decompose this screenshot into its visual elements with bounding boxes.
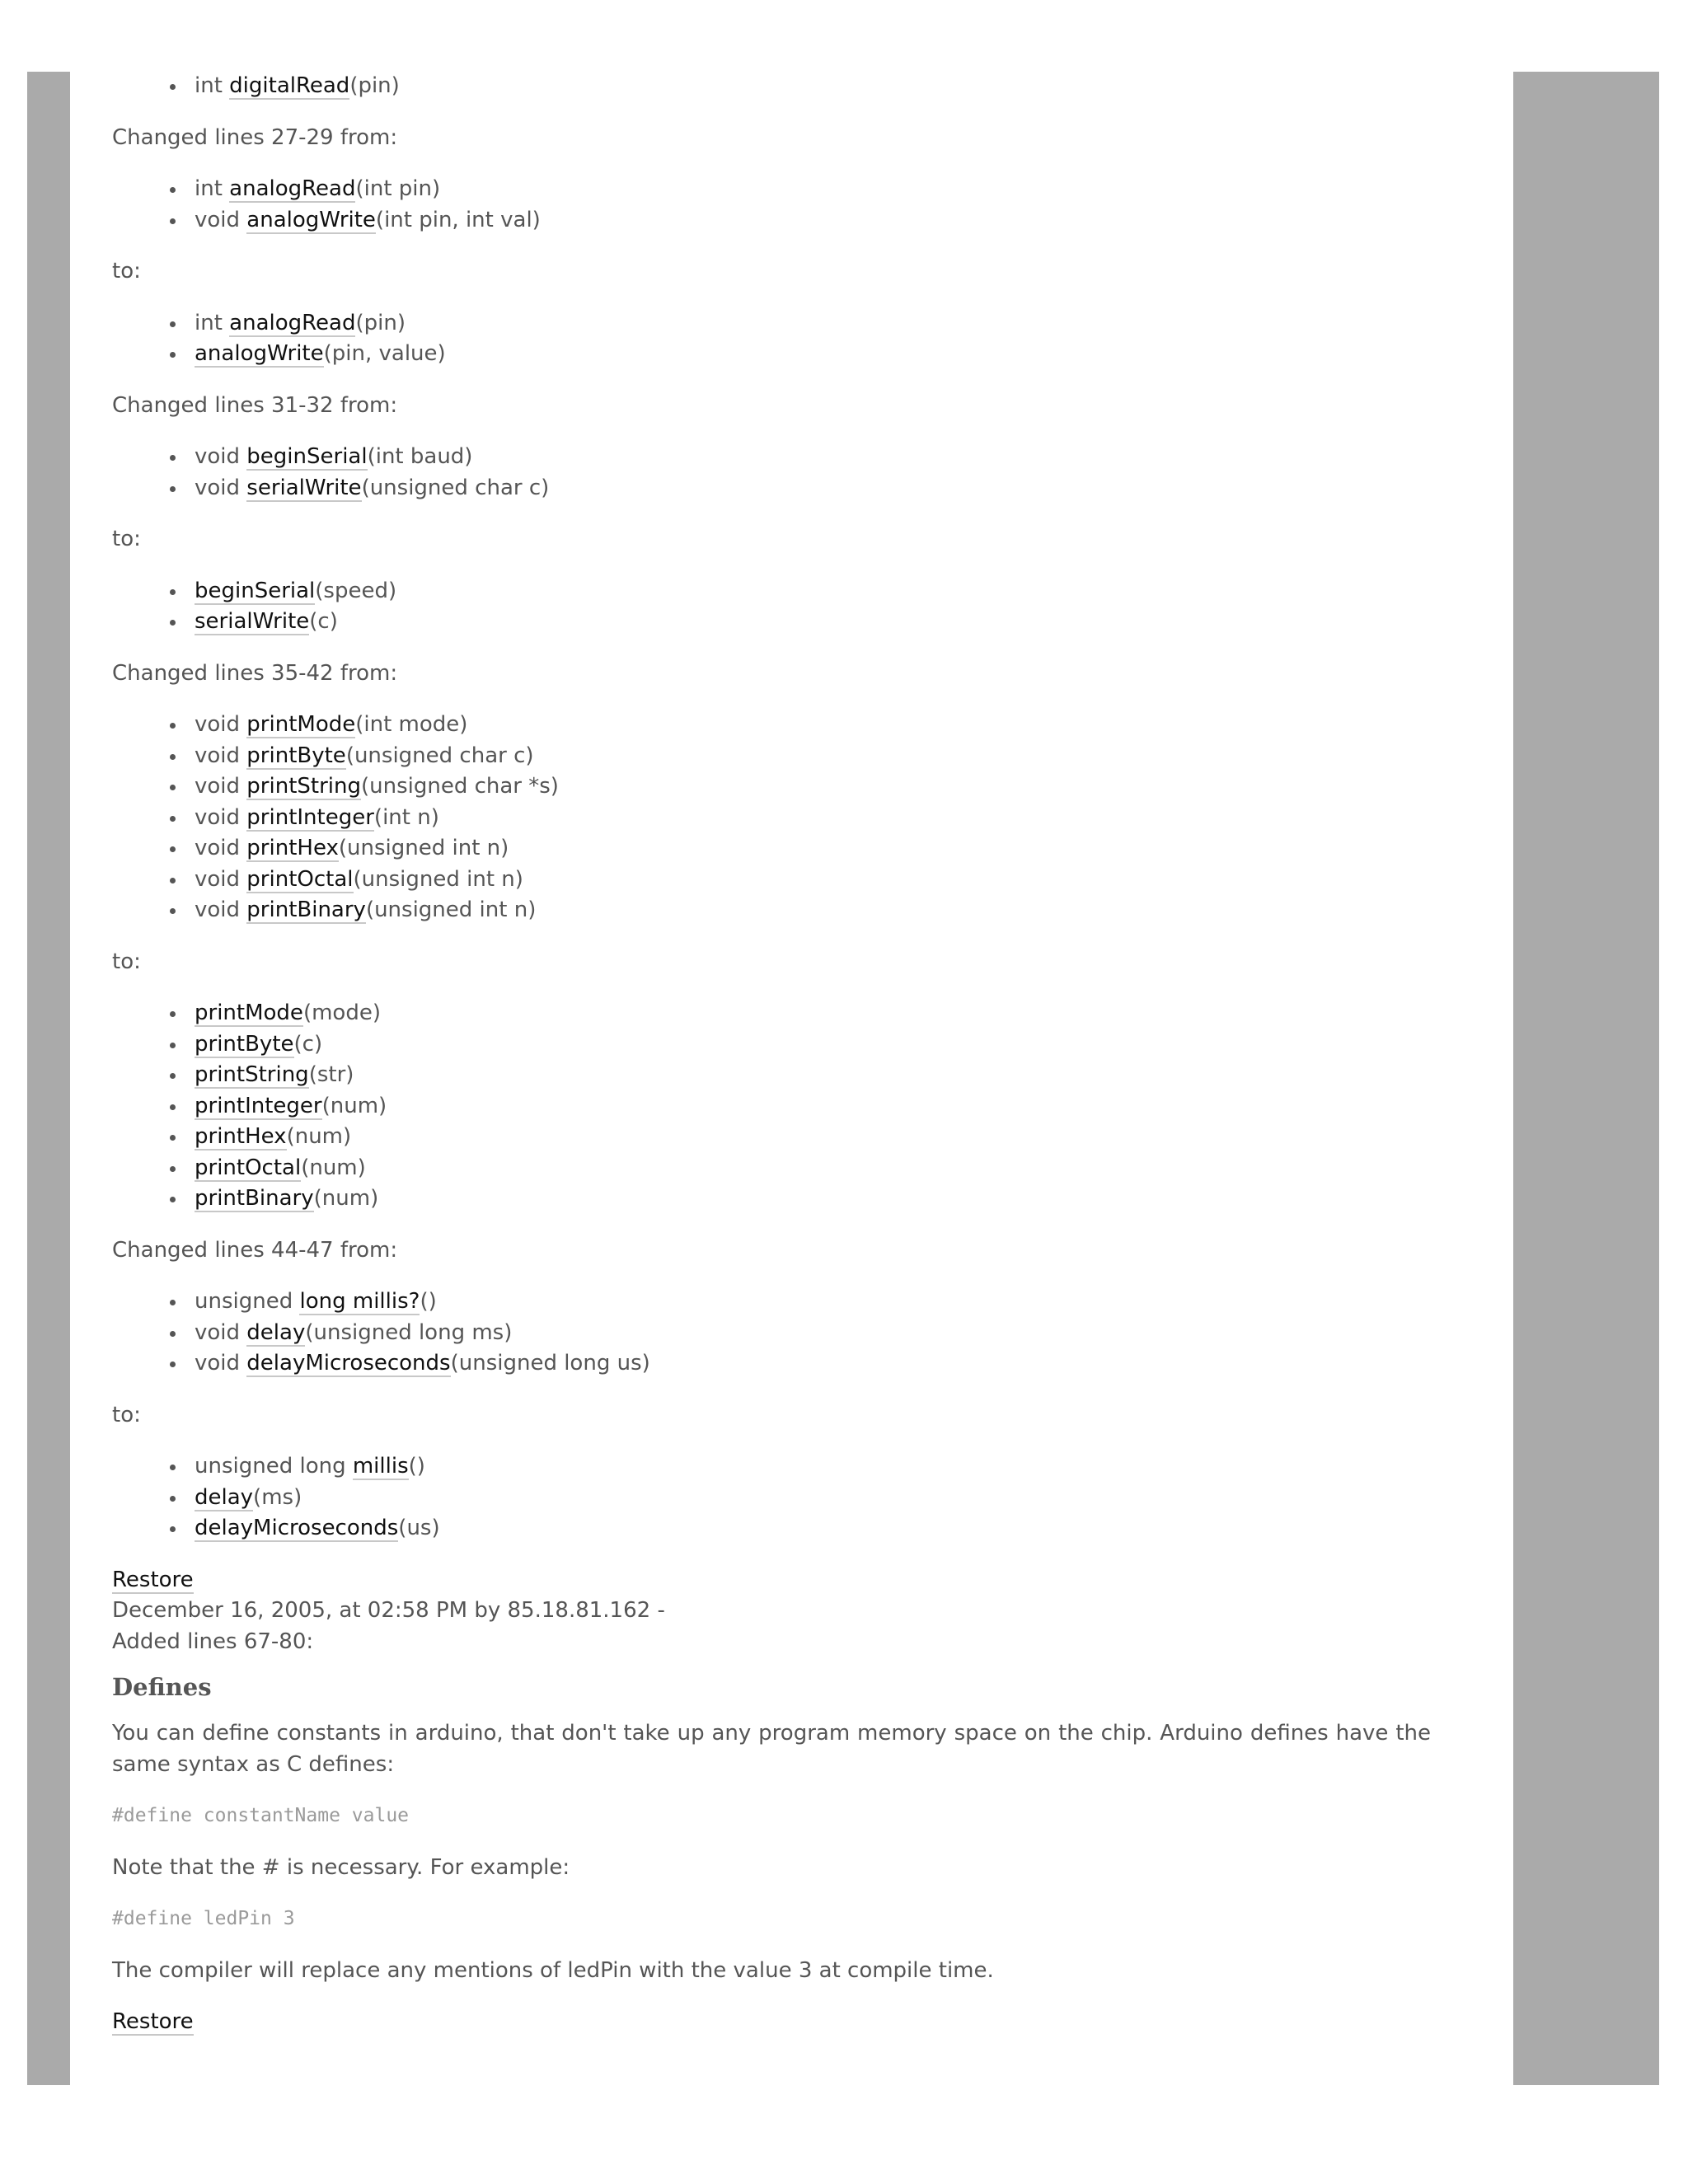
- signature-prefix: void: [195, 836, 247, 860]
- signature-params: (unsigned long us): [450, 1351, 650, 1376]
- function-link[interactable]: delayMicroseconds: [246, 1351, 451, 1376]
- first-list: [112, 71, 1431, 102]
- function-signature-item: [195, 576, 1431, 607]
- signature-params: (int mode): [355, 712, 468, 737]
- function-signature-item: [195, 1318, 1431, 1349]
- restore-link[interactable]: Restore: [112, 1567, 194, 1592]
- signature-params: (mode): [302, 1001, 381, 1025]
- change-35-42-from-list: [112, 710, 1431, 926]
- added-lines-label: Added lines 67-80:: [112, 1629, 314, 1654]
- signature-params: (int baud): [367, 444, 473, 469]
- function-signature-item: [195, 308, 1431, 340]
- function-signature-item: [195, 339, 1431, 370]
- function-link[interactable]: long millis?: [299, 1289, 420, 1314]
- signature-prefix: void: [195, 444, 247, 469]
- left-side-bar: [27, 72, 70, 2085]
- function-link[interactable]: printMode: [195, 1001, 303, 1025]
- function-link[interactable]: printByte: [195, 1031, 294, 1057]
- revision-block: [112, 1565, 1431, 1658]
- signature-prefix: void: [195, 475, 247, 500]
- function-link[interactable]: delay: [246, 1319, 306, 1345]
- change-31-32-from-list: [112, 442, 1431, 504]
- function-signature-item: [195, 1286, 1431, 1318]
- function-link[interactable]: printOctal: [246, 866, 354, 892]
- signature-params: (unsigned int n): [365, 898, 537, 922]
- function-link[interactable]: analogRead: [229, 176, 356, 201]
- function-signature-item: [195, 607, 1431, 638]
- function-signature-item: [195, 710, 1431, 741]
- signature-params: (unsigned char c): [345, 743, 534, 768]
- function-signature-item: [195, 865, 1431, 896]
- signature-prefix: void: [195, 804, 247, 830]
- function-link[interactable]: printString: [246, 774, 361, 799]
- function-link[interactable]: serialWrite: [246, 475, 362, 500]
- function-signature-item: [195, 771, 1431, 803]
- defines-heading: Defines: [112, 1673, 212, 1701]
- function-signature-item: [195, 895, 1431, 926]
- change-44-47-to-list: [112, 1451, 1431, 1544]
- function-link[interactable]: printBinary: [195, 1186, 314, 1211]
- signature-params: (pin): [349, 73, 400, 98]
- function-link[interactable]: printInteger: [246, 804, 374, 830]
- function-link[interactable]: printOctal: [195, 1155, 302, 1180]
- revision-meta: December 16, 2005, at 02:58 PM by 85.18.81.162 -: [112, 1598, 665, 1623]
- signature-params: (int pin): [355, 176, 441, 201]
- to-label: to:: [112, 527, 141, 551]
- function-link[interactable]: millis: [352, 1454, 409, 1479]
- function-link[interactable]: printInteger: [195, 1093, 322, 1118]
- function-link[interactable]: printBinary: [246, 898, 366, 922]
- signature-params: (unsigned char *s): [360, 774, 559, 799]
- function-signature-item: [195, 741, 1431, 772]
- signature-params: (str): [308, 1062, 354, 1087]
- signature-params: (unsigned int n): [338, 836, 509, 860]
- function-link[interactable]: serialWrite: [195, 609, 310, 634]
- function-signature-item: [195, 833, 1431, 865]
- signature-params: (pin, value): [323, 341, 446, 366]
- change-44-47-from-list: [112, 1286, 1431, 1380]
- defines-intro: You can define constants in arduino, that don't take up any program memory space on the chip. Arduino defines have the same syntax as C defines:: [112, 1721, 1431, 1777]
- defines-note: Note that the # is necessary. For example:: [112, 1854, 570, 1880]
- function-link[interactable]: printMode: [246, 712, 356, 737]
- signature-params: (num): [313, 1186, 379, 1211]
- to-label: to:: [112, 259, 141, 284]
- function-signature-item: [195, 1060, 1431, 1091]
- signature-params: (num): [286, 1124, 352, 1149]
- function-signature-item: [195, 174, 1431, 205]
- signature-prefix: void: [195, 774, 247, 799]
- change-35-42-to-list: [112, 998, 1431, 1215]
- change-header-31-32: Changed lines 31-32 from:: [112, 392, 398, 418]
- signature-prefix: int: [195, 73, 230, 98]
- signature-params: (c): [293, 1031, 323, 1057]
- page-content: [112, 71, 1431, 2038]
- change-31-32-to-list: [112, 576, 1431, 638]
- signature-params: (): [420, 1289, 437, 1314]
- signature-prefix: void: [195, 1319, 247, 1345]
- change-header-27-29: Changed lines 27-29 from:: [112, 124, 398, 150]
- signature-params: (): [408, 1454, 425, 1479]
- signature-params: (num): [301, 1155, 366, 1180]
- function-link[interactable]: beginSerial: [195, 578, 316, 603]
- signature-prefix: unsigned: [195, 1289, 300, 1314]
- signature-params: (unsigned int n): [353, 866, 523, 892]
- signature-prefix: int: [195, 176, 230, 201]
- change-27-29-to-list: [112, 308, 1431, 370]
- function-link[interactable]: delayMicroseconds: [195, 1516, 399, 1540]
- signature-prefix: void: [195, 743, 247, 768]
- function-link[interactable]: delay: [195, 1484, 254, 1510]
- function-link[interactable]: analogRead: [229, 310, 356, 335]
- signature-prefix: void: [195, 712, 247, 737]
- function-signature-item: [195, 1348, 1431, 1380]
- function-signature-item: [195, 473, 1431, 504]
- function-link[interactable]: printHex: [246, 836, 339, 860]
- function-link[interactable]: printByte: [246, 743, 346, 768]
- code-snippet-constant: #define constantName value: [112, 1805, 410, 1826]
- signature-prefix: void: [195, 898, 247, 922]
- function-signature-item: [195, 71, 1431, 102]
- function-signature-item: [195, 205, 1431, 237]
- function-link[interactable]: printString: [195, 1062, 309, 1087]
- signature-params: (speed): [315, 578, 397, 603]
- signature-prefix: void: [195, 866, 247, 892]
- signature-params: (int pin, int val): [375, 207, 541, 232]
- signature-params: (ms): [253, 1484, 302, 1510]
- change-header-35-42: Changed lines 35-42 from:: [112, 660, 398, 686]
- function-signature-item: [195, 998, 1431, 1029]
- restore-link-bottom[interactable]: Restore: [112, 2009, 194, 2034]
- function-signature-item: [195, 442, 1431, 473]
- to-label: to:: [112, 949, 141, 974]
- function-link[interactable]: beginSerial: [246, 444, 368, 469]
- function-signature-item: [195, 1483, 1431, 1514]
- function-link[interactable]: printHex: [195, 1124, 287, 1149]
- function-signature-item: [195, 1091, 1431, 1122]
- function-link[interactable]: analogWrite: [195, 341, 324, 366]
- function-link[interactable]: analogWrite: [246, 207, 376, 232]
- function-signature-item: [195, 1451, 1431, 1483]
- function-signature-item: [195, 803, 1431, 834]
- code-snippet-ledpin: #define ledPin 3: [112, 1908, 295, 1929]
- function-link[interactable]: digitalRead: [229, 73, 350, 98]
- defines-outro: The compiler will replace any mentions of ledPin with the value 3 at compile time.: [112, 1957, 994, 1983]
- function-signature-item: [195, 1029, 1431, 1061]
- function-signature-item: [195, 1122, 1431, 1153]
- signature-prefix: void: [195, 207, 247, 232]
- right-side-bar: [1513, 72, 1659, 2085]
- signature-params: (unsigned char c): [361, 475, 550, 500]
- change-27-29-from-list: [112, 174, 1431, 236]
- function-signature-item: [195, 1153, 1431, 1184]
- signature-params: (int n): [373, 804, 439, 830]
- signature-prefix: unsigned long: [195, 1454, 353, 1479]
- to-label: to:: [112, 1402, 141, 1427]
- signature-prefix: void: [195, 1351, 247, 1376]
- function-signature-item: [195, 1183, 1431, 1215]
- signature-params: (pin): [355, 310, 406, 335]
- signature-params: (unsigned long ms): [305, 1319, 513, 1345]
- signature-params: (c): [309, 609, 338, 634]
- change-header-44-47: Changed lines 44-47 from:: [112, 1237, 398, 1263]
- signature-prefix: int: [195, 310, 230, 335]
- signature-params: (num): [321, 1093, 387, 1118]
- function-signature-item: [195, 1513, 1431, 1544]
- signature-params: (us): [398, 1516, 440, 1540]
